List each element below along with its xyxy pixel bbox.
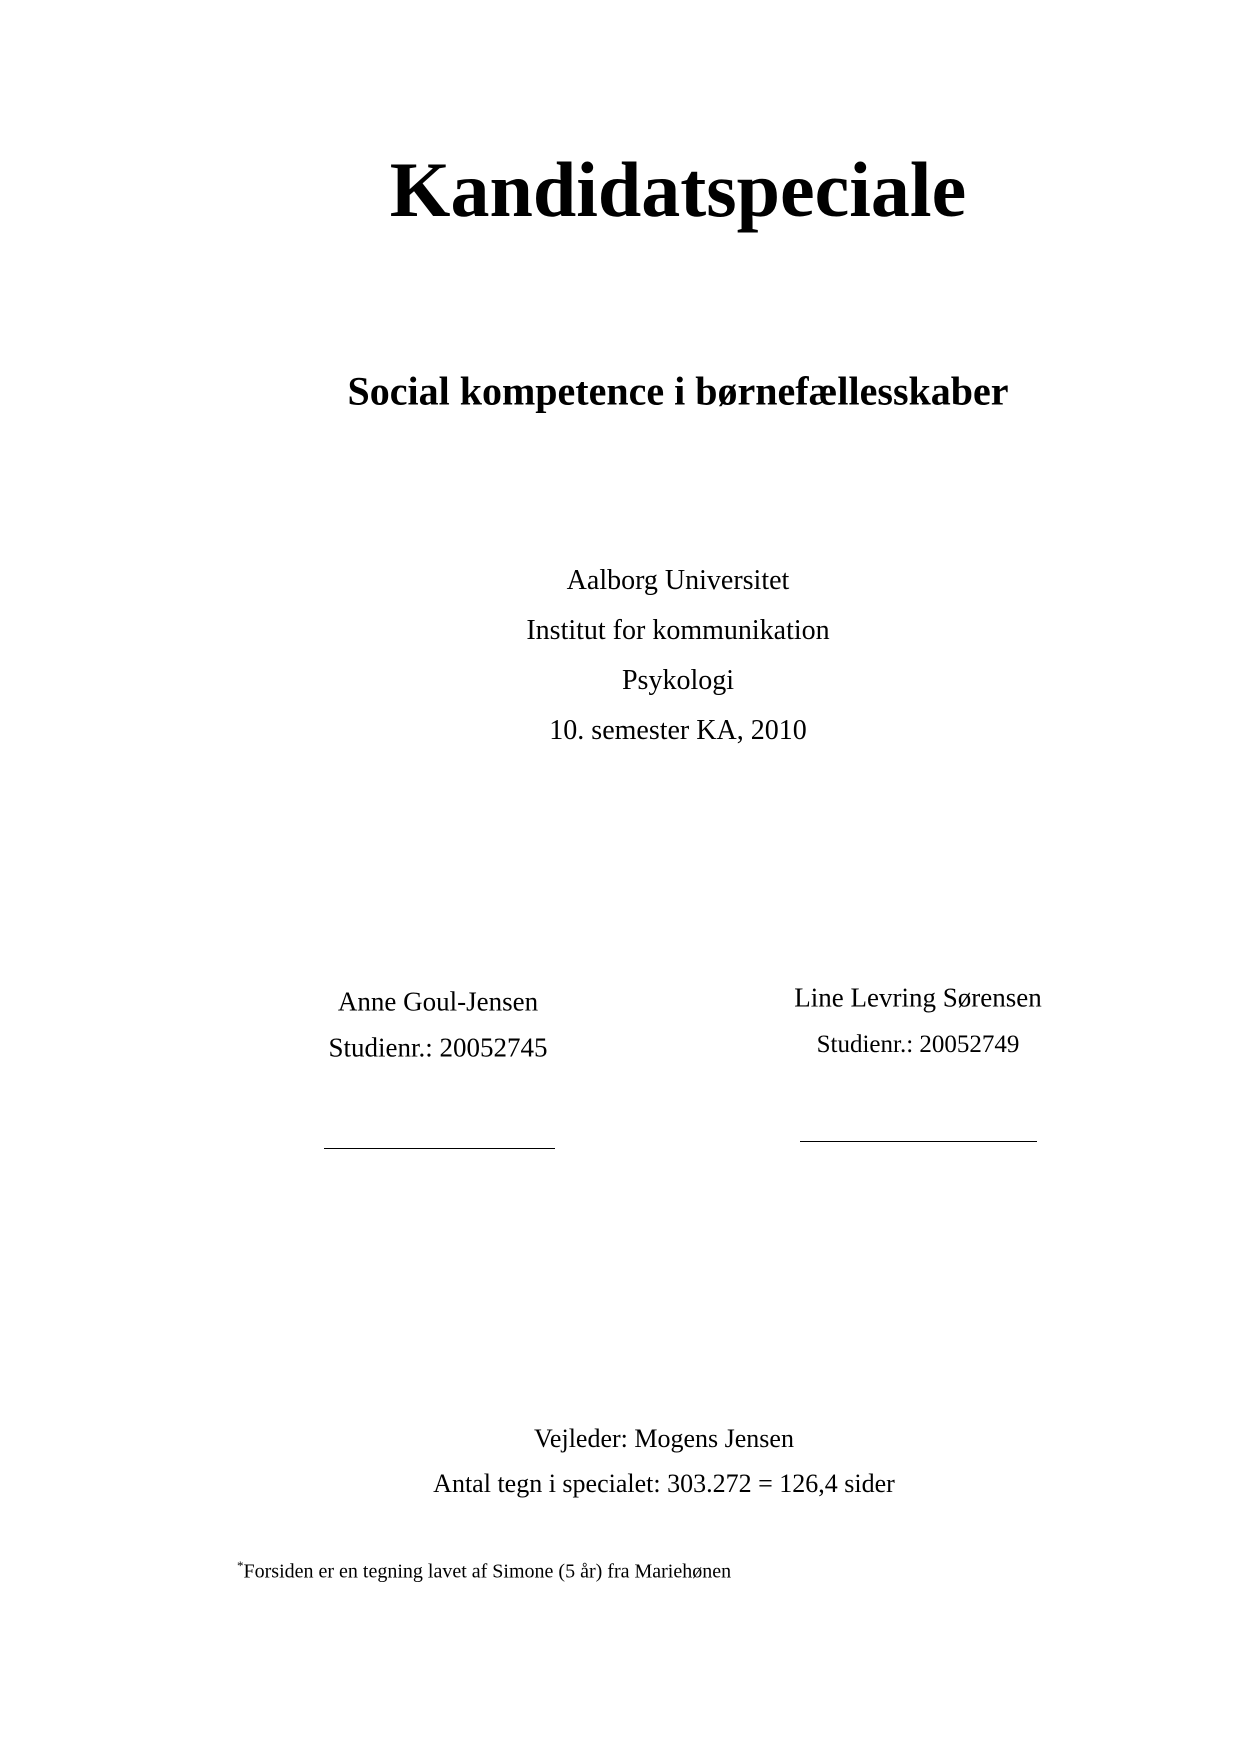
document-subtitle: Social kompetence i børnefællesskaber <box>347 368 1009 414</box>
semester: 10. semester KA, 2010 <box>549 715 807 746</box>
supervisor: Vejleder: Mogens Jensen <box>534 1424 794 1453</box>
footnote-text: Forsiden er en tegning lavet af Simone (5 år) fra Mariehønen <box>243 1560 732 1583</box>
author-2-student-no: Studienr.: 20052749 <box>816 1031 1020 1058</box>
institute: Institut for kommunikation <box>526 615 830 646</box>
author-1-student-no: Studienr.: 20052745 <box>328 1032 548 1063</box>
document-title: Kandidatspeciale <box>389 146 967 233</box>
author-2-name: Line Levring Sørensen <box>794 982 1042 1013</box>
author-1-signature-line <box>324 1148 555 1149</box>
footnote-marker: * <box>237 1558 244 1573</box>
university: Aalborg Universitet <box>566 565 790 596</box>
author-2-signature-line <box>800 1141 1037 1142</box>
footnote <box>237 1558 731 1584</box>
field: Psykologi <box>621 665 735 696</box>
character-count: Antal tegn i specialet: 303.272 = 126,4 sider <box>433 1469 895 1498</box>
author-1-name: Anne Goul-Jensen <box>337 986 539 1017</box>
